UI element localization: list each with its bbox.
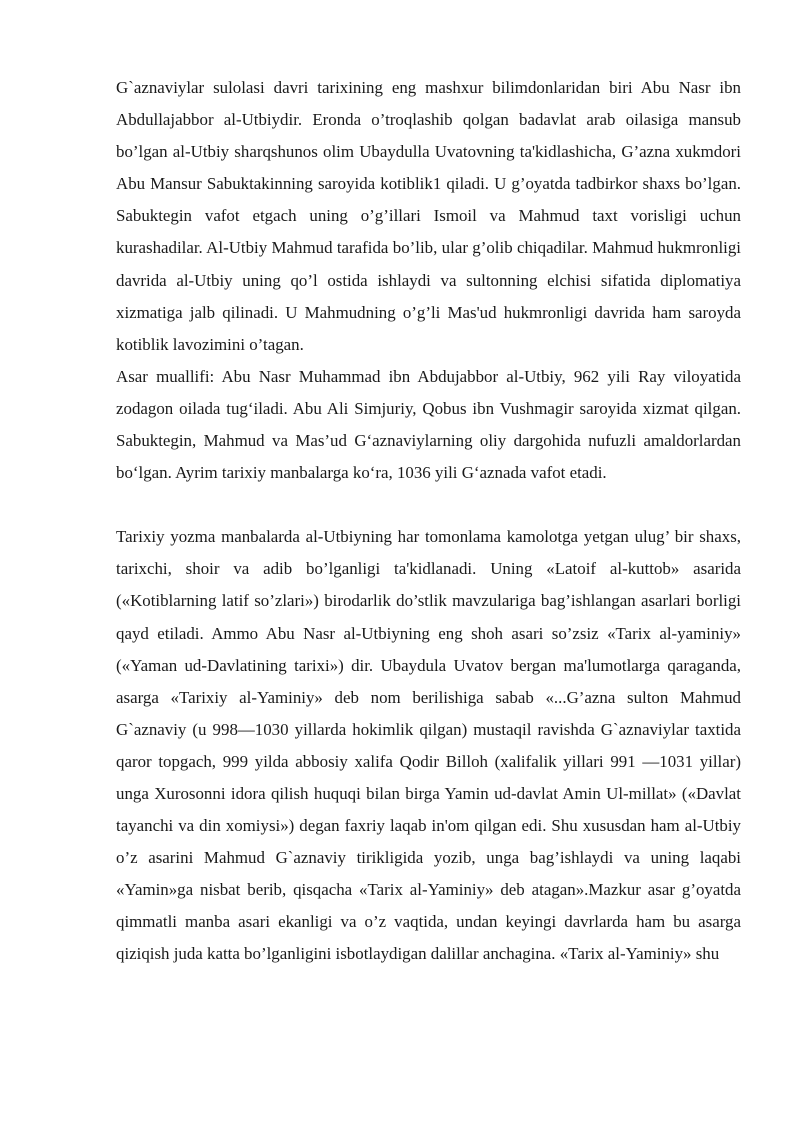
paragraph-spacer: [116, 489, 741, 521]
paragraph-utbiy-biography: G`aznaviylar sulolasi davri tarixining eng mashxur bilimdonlaridan biri Abu Nasr ibn Abdullajabbor al-Utbiydir. Eronda o’troqlashib qolgan badavlat arab oilasiga mansub bo’lgan al-Utbiy sharqshunos olim Ubaydulla Uvatovning ta'kidlashicha, G’azna xukmdori Abu Mansur Sabuktakinning saroyida kotiblik1 qiladi. U g’oyatda tadbirkor shaxs bo’lgan. Sabuktegin vafot etgach uning o’g’illari Ismoil va Mahmud taxt vorisligi uchun kurashadilar. Al-Utbiy Mahmud tarafida bo’lib, ular g’olib chiqadilar. Mahmud hukmronligi davrida al-Utbiy uning qo’l ostida ishlaydi va sultonning elchisi sifatida diplomatiya xizmatiga jalb qilinadi. U Mahmudning o’g’li Mas'ud hukmronligi davrida ham saroyda kotiblik lavozimini o’tagan.: [116, 78, 741, 354]
document-page: [116, 72, 741, 971]
paragraph-tarix-al-yaminiy: Tarixiy yozma manbalarda al-Utbiyning har tomonlama kamolotga yetgan ulug’ bir shaxs, tarixchi, shoir va adib bo’lganligi ta'kidlanadi. Uning «Latoif al-kuttob» asarida («Kotiblarning latif so’zlari») birodarlik do’stlik mavzulariga bag’ishlangan asarlari borligi qayd etiladi. Ammo Abu Nasr al-Utbiyning eng shoh asari so’zsiz «Tarix al-yaminiy» («Yaman ud-Davlatining tarixi») dir. Ubaydula Uvatov bergan ma'lumotlarga qaraganda, asarga «Tarixiy al-Yaminiy» deb nom berilishiga sabab «...G’azna sulton Mahmud G`aznaviy (u 998—1030 yillarda hokimlik qilgan) mustaqil ravishda G`aznaviylar taxtida qaror topgach, 999 yilda abbosiy xalifa Qodir Billoh (xalifalik yillari 991 —1031 yillar) unga Xurosonni idora qilish huquqi bilan birga Yamin ud-davlat Amin Ul-millat» («Davlat tayanchi va din xomiysi») degan faxriy laqab in'om qilgan edi. Shu xususdan ham al-Utbiy o’z asarini Mahmud G`aznaviy tirikligida yozib, unga bag’ishlaydi va uning laqabi «Yamin»ga nisbat berib, qisqacha «Tarix al-Yaminiy» deb atagan».Mazkur asar g’oyatda qimmatli manba asari ekanligi va o’z vaqtida, undan keyingi davrlarda ham bu asarga qiziqish juda katta bo’lganligini isbotlaydigan dalillar anchagina. «Tarix al-Yaminiy» shu: [116, 527, 741, 964]
paragraph-author-info: Asar muallifi: Abu Nasr Muhammad ibn Abdujabbor al-Utbiy, 962 yili Ray viloyatida zodagon oilada tug‘iladi. Abu Ali Simjuriy, Qobus ibn Vushmagir saroyida xizmat qilgan. Sabuktegin, Mahmud va Mas’ud G‘aznaviylarning oliy dargohida nufuzli amaldorlardan bo‘lgan. Ayrim tarixiy manbalarga ko‘ra, 1036 yili G‘aznada vafot etadi.: [116, 366, 741, 483]
